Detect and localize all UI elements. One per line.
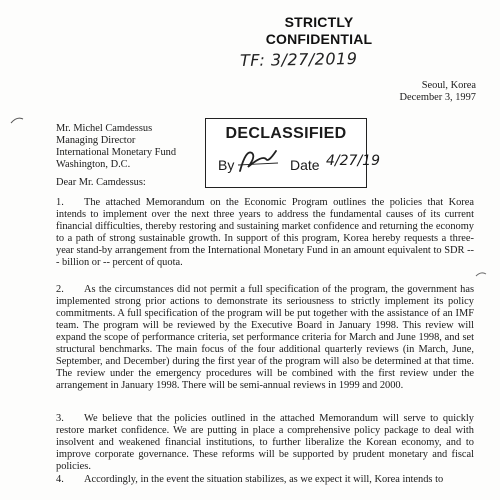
letter-date: December 3, 1997	[399, 92, 476, 103]
classification-line-2: CONFIDENTIAL	[265, 31, 373, 47]
paragraph-2	[56, 284, 474, 392]
signature-icon	[236, 145, 280, 175]
location-text: Seoul, Korea	[421, 80, 476, 91]
paragraph-text: We believe that the policies outlined in the attached Memorandum will serve to quickly restore market confidence. We are putting in place a comprehensive policy package to deal with insolvent and weakened financial institutions, to further liberalize the Korean economy, and to improve corporate governance. These reforms will be supported by prudent monetary and fiscal policies.	[56, 413, 474, 472]
paragraph-text: The attached Memorandum on the Economic Program outlines the policies that Korea intends to implement over the next three years to address the fundamental causes of its current financial difficulties, thereby restoring and sustaining market confidence and returning the economy to a path of strong sustainable growth. In support of this program, Korea hereby requests a three-year stand-by arrangement from the International Monetary Fund in an amount equivalent to SDR --- billion or -- percent of quota.	[56, 197, 474, 268]
paragraph-text: As the circumstances did not permit a full specification of the program, the government has implemented strong prior actions to demonstrate its seriousness to strictly implement its policy commitments. A full specification of the program will be put together with the assistance of an IMF team. The program will be reviewed by the Executive Board in January 1998. This review will expand the scope of performance criteria, set performance criteria for March and June 1998, and set structural benchmarks. The main focus of the four additional quarterly reviews (in March, June, September, and December) during the first year of the program will also be determined at that time. The review under the emergency procedures will be combined with the first review under the arrangement in January 1998. There will be semi-annual reviews in 1999 and 2000.	[56, 284, 474, 391]
recipient-organization: International Monetary Fund	[56, 147, 177, 158]
salutation: Dear Mr. Camdessus:	[56, 177, 146, 188]
paragraph-number: 4.	[56, 474, 64, 485]
recipient-title: Managing Director	[56, 135, 136, 146]
paragraph-number: 2.	[56, 284, 64, 295]
declassified-date-value: 4/27/19	[326, 153, 380, 169]
paragraph-4	[56, 474, 474, 486]
paragraph-1	[56, 197, 474, 269]
recipient-city: Washington, D.C.	[56, 159, 131, 170]
paragraph-number: 1.	[56, 197, 64, 208]
classification-line-1: STRICTLY	[284, 14, 354, 30]
paragraph-text: Accordingly, in the event the situation stabilizes, as we expect it will, Korea intends to	[84, 474, 444, 485]
margin-mark-icon	[10, 116, 24, 124]
declassified-title: DECLASSIFIED	[225, 125, 347, 142]
declassified-date-label: Date	[290, 157, 320, 173]
margin-mark-icon	[475, 270, 487, 278]
location-date-block	[360, 80, 476, 104]
classification-stamp	[264, 14, 374, 48]
paragraph-number: 3.	[56, 413, 64, 424]
declassified-stamp	[205, 118, 380, 188]
declassified-by-label: By	[218, 157, 235, 173]
recipient-name: Mr. Michel Camdessus	[56, 123, 153, 134]
handwritten-note: TF: 3/27/2019	[239, 48, 358, 71]
paragraph-3	[56, 413, 474, 473]
